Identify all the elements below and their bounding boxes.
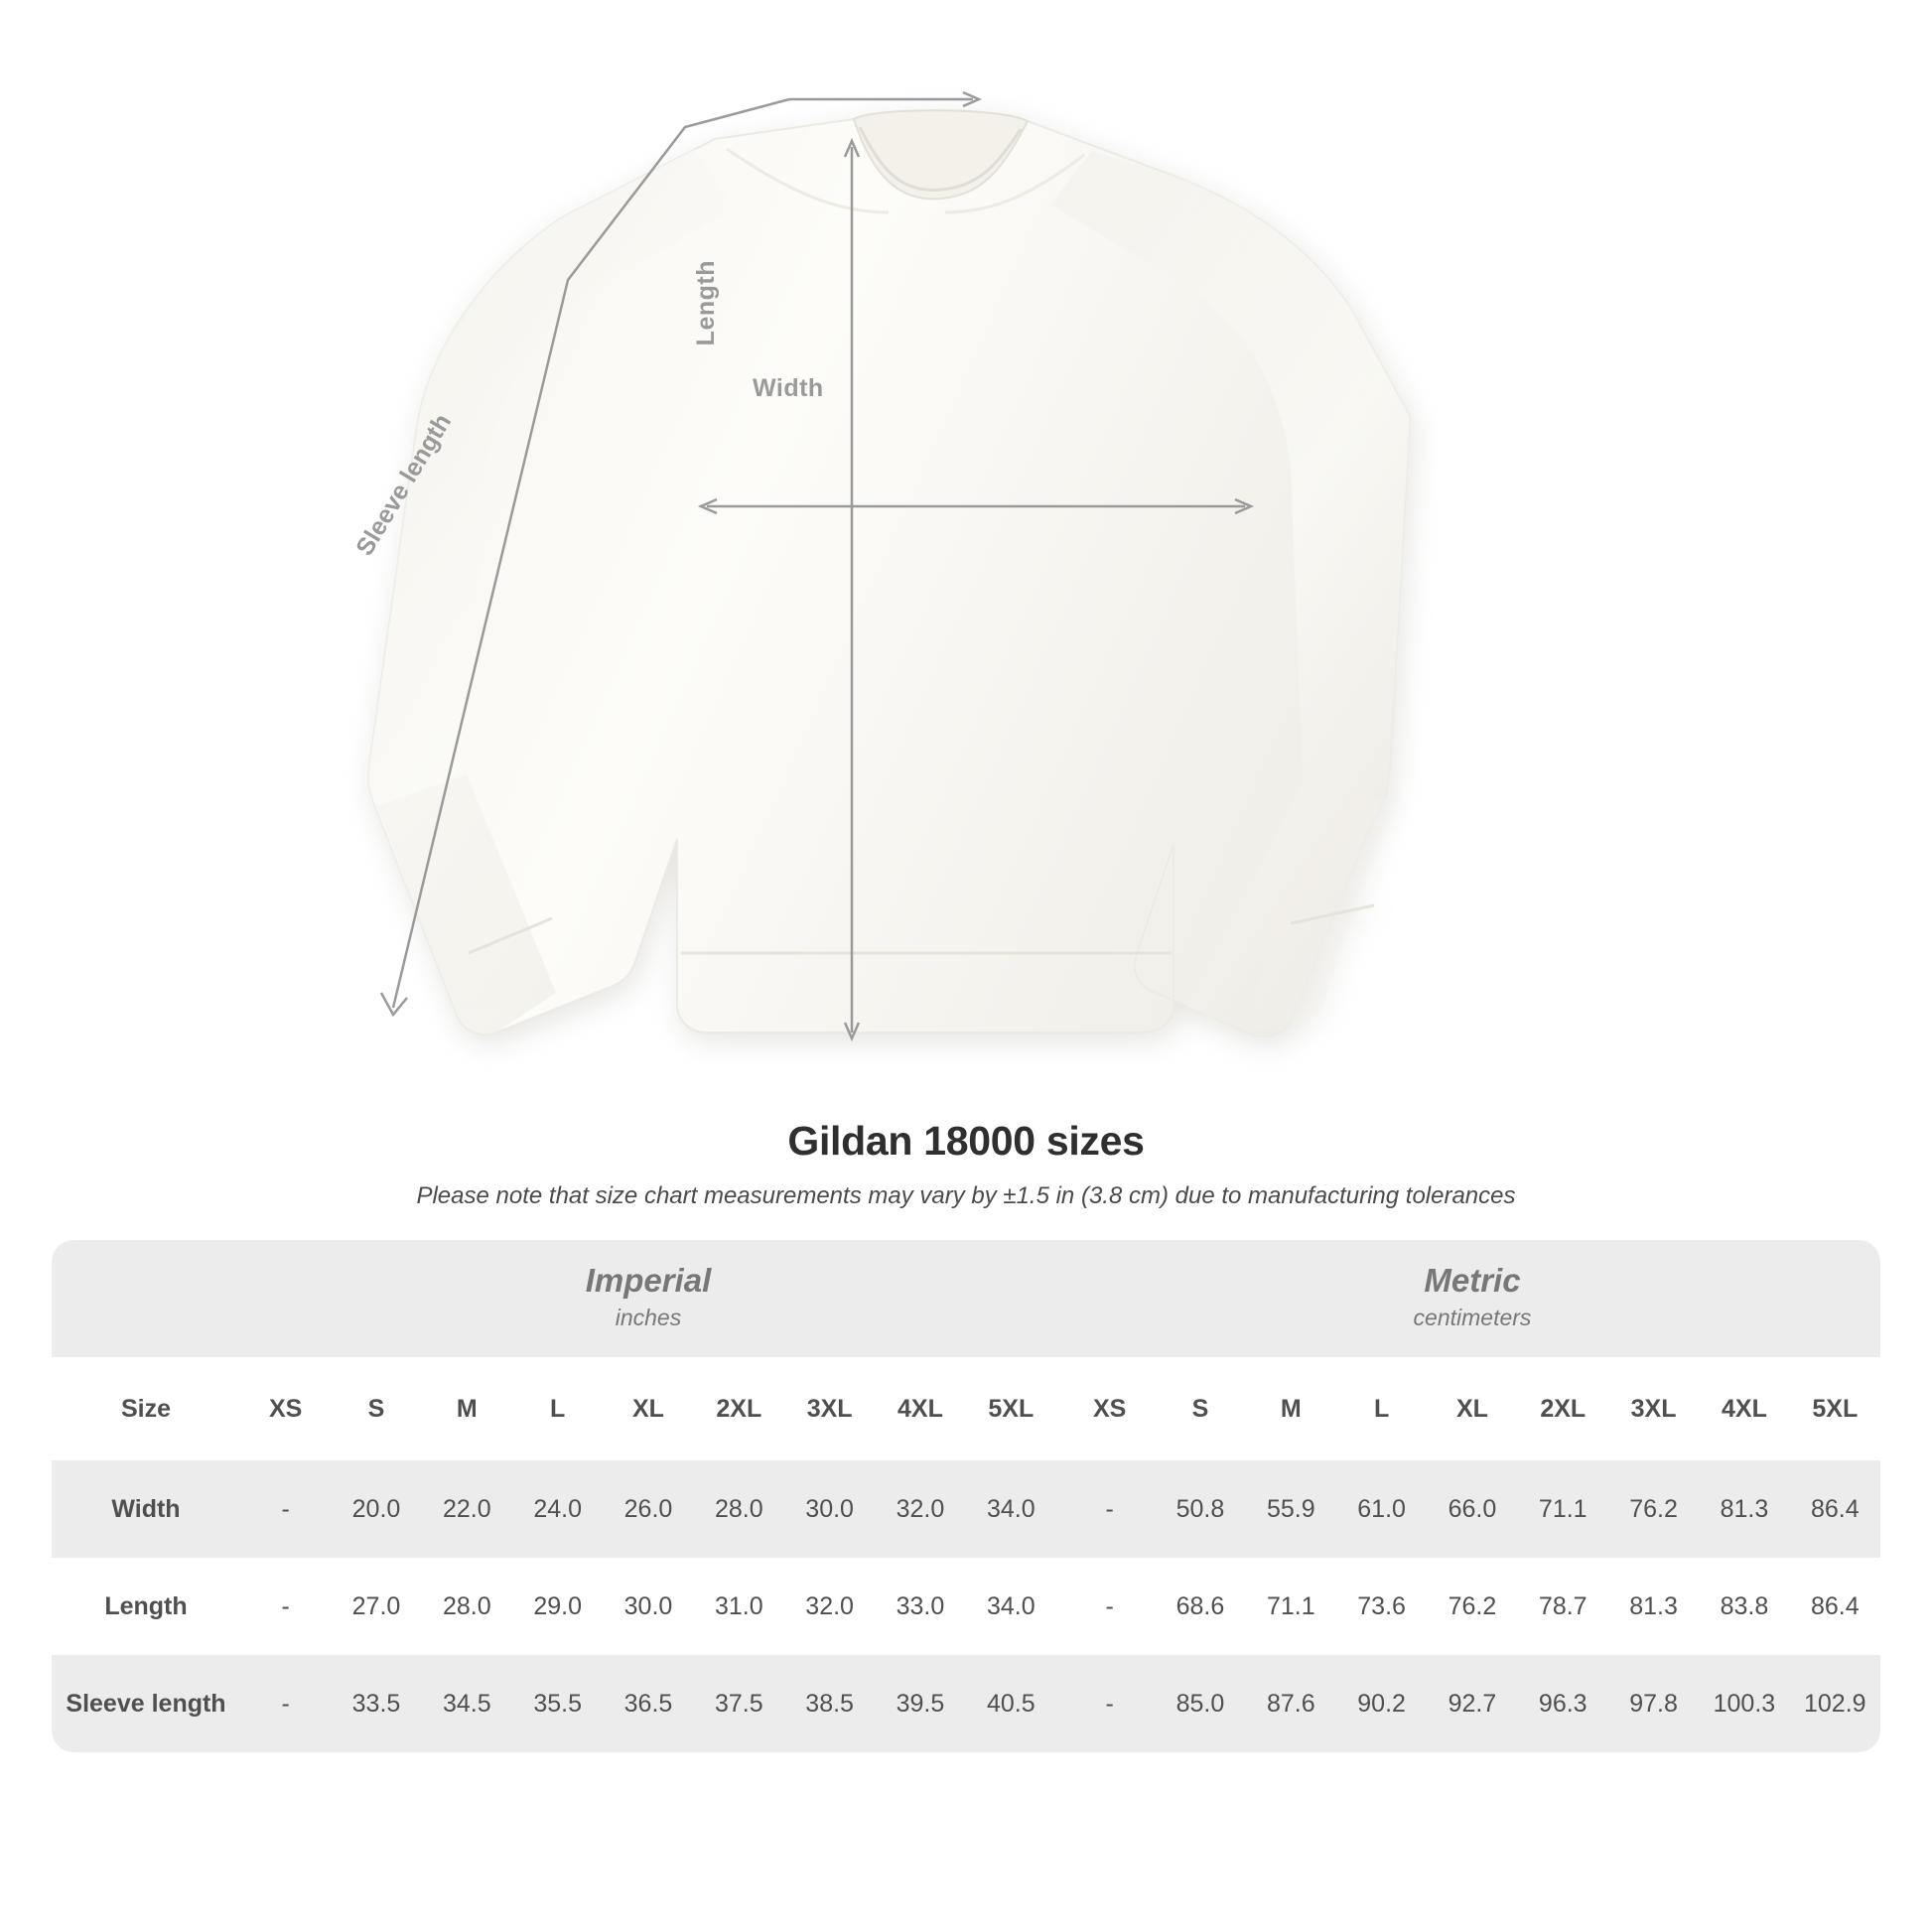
size-header-metric-xl: XL xyxy=(1427,1357,1517,1460)
cell-imperial: 24.0 xyxy=(512,1460,603,1558)
cell-imperial: 26.0 xyxy=(603,1460,693,1558)
metric-title: Metric xyxy=(1424,1261,1521,1299)
size-table xyxy=(52,1240,1880,1752)
cell-metric: 83.8 xyxy=(1699,1558,1789,1655)
width-label: Width xyxy=(753,374,824,402)
size-header-imperial-m: M xyxy=(422,1357,512,1460)
cell-imperial: 32.0 xyxy=(784,1558,875,1655)
size-header-metric-4xl: 4XL xyxy=(1699,1357,1789,1460)
cell-metric: 55.9 xyxy=(1246,1460,1336,1558)
size-header-metric-3xl: 3XL xyxy=(1608,1357,1699,1460)
tolerance-note: Please note that size chart measurements may vary by ±1.5 in (3.8 cm) due to manufacturing tolerances xyxy=(416,1182,1516,1209)
cell-imperial: 30.0 xyxy=(784,1460,875,1558)
cell-metric: 102.9 xyxy=(1790,1655,1880,1752)
cell-imperial: 29.0 xyxy=(512,1558,603,1655)
cell-metric: 81.3 xyxy=(1608,1558,1699,1655)
cell-imperial: 39.5 xyxy=(875,1655,965,1752)
imperial-sub: inches xyxy=(615,1304,682,1330)
cell-metric: 92.7 xyxy=(1427,1655,1517,1752)
table-row xyxy=(52,1655,1880,1752)
cell-metric: 71.1 xyxy=(1518,1460,1608,1558)
unit-divider xyxy=(1056,1240,1064,1357)
row-divider xyxy=(1056,1558,1064,1655)
row-label-sleeve-length: Sleeve length xyxy=(52,1655,240,1752)
imperial-unit-cell xyxy=(240,1240,1056,1357)
cell-imperial: 27.0 xyxy=(331,1558,421,1655)
cell-imperial: 33.5 xyxy=(331,1655,421,1752)
size-header-imperial-4xl: 4XL xyxy=(875,1357,965,1460)
header-divider xyxy=(1056,1357,1064,1460)
cell-imperial: 33.0 xyxy=(875,1558,965,1655)
unit-header-row xyxy=(52,1240,1880,1357)
size-header-label: Size xyxy=(52,1357,240,1460)
row-divider xyxy=(1056,1460,1064,1558)
imperial-title: Imperial xyxy=(585,1261,712,1299)
table-row xyxy=(52,1558,1880,1655)
cell-imperial: 34.0 xyxy=(966,1558,1056,1655)
title-block xyxy=(0,1118,1932,1210)
size-header-imperial-3xl: 3XL xyxy=(784,1357,875,1460)
cell-metric: 81.3 xyxy=(1699,1460,1789,1558)
cell-metric: - xyxy=(1064,1558,1155,1655)
table-row xyxy=(52,1460,1880,1558)
cell-metric: 78.7 xyxy=(1518,1558,1608,1655)
cell-metric: 61.0 xyxy=(1336,1460,1427,1558)
cell-imperial: 28.0 xyxy=(422,1558,512,1655)
sleeve-length-label-wrap xyxy=(350,402,458,561)
cell-imperial: 22.0 xyxy=(422,1460,512,1558)
cell-metric: - xyxy=(1064,1655,1155,1752)
cell-metric: 86.4 xyxy=(1790,1558,1880,1655)
cell-imperial: 31.0 xyxy=(694,1558,784,1655)
cell-metric: 96.3 xyxy=(1518,1655,1608,1752)
row-label-width: Width xyxy=(52,1460,240,1558)
cell-metric: - xyxy=(1064,1460,1155,1558)
cell-imperial: 35.5 xyxy=(512,1655,603,1752)
row-divider xyxy=(1056,1655,1064,1752)
sleeve-length-label: Sleeve length xyxy=(350,409,458,561)
cell-metric: 90.2 xyxy=(1336,1655,1427,1752)
size-table-wrap xyxy=(52,1240,1880,1752)
size-header-imperial-s: S xyxy=(331,1357,421,1460)
size-header-imperial-l: L xyxy=(512,1357,603,1460)
cell-imperial: 37.5 xyxy=(694,1655,784,1752)
metric-sub: centimeters xyxy=(1413,1304,1532,1330)
size-header-imperial-2xl: 2XL xyxy=(694,1357,784,1460)
size-header-metric-s: S xyxy=(1155,1357,1245,1460)
cell-imperial: 38.5 xyxy=(784,1655,875,1752)
size-header-imperial-xs: XS xyxy=(240,1357,331,1460)
cell-metric: 85.0 xyxy=(1155,1655,1245,1752)
row-label-length: Length xyxy=(52,1558,240,1655)
size-header-metric-m: M xyxy=(1246,1357,1336,1460)
cell-metric: 87.6 xyxy=(1246,1655,1336,1752)
size-header-imperial-xl: XL xyxy=(603,1357,693,1460)
cell-metric: 76.2 xyxy=(1608,1460,1699,1558)
length-label: Length xyxy=(692,260,720,346)
size-header-row xyxy=(52,1357,1880,1460)
cell-metric: 76.2 xyxy=(1427,1558,1517,1655)
page-title: Gildan 18000 sizes xyxy=(787,1118,1145,1164)
cell-metric: 50.8 xyxy=(1155,1460,1245,1558)
metric-unit-cell xyxy=(1064,1240,1880,1357)
cell-metric: 73.6 xyxy=(1336,1558,1427,1655)
cell-imperial: 28.0 xyxy=(694,1460,784,1558)
size-header-imperial-5xl: 5XL xyxy=(966,1357,1056,1460)
cell-imperial: 36.5 xyxy=(603,1655,693,1752)
unit-spacer xyxy=(52,1240,240,1357)
cell-imperial: 20.0 xyxy=(331,1460,421,1558)
cell-imperial: 40.5 xyxy=(966,1655,1056,1752)
cell-metric: 86.4 xyxy=(1790,1460,1880,1558)
cell-metric: 97.8 xyxy=(1608,1655,1699,1752)
cell-imperial: 34.0 xyxy=(966,1460,1056,1558)
cell-imperial: - xyxy=(240,1558,331,1655)
cell-metric: 100.3 xyxy=(1699,1655,1789,1752)
cell-metric: 66.0 xyxy=(1427,1460,1517,1558)
cell-metric: 68.6 xyxy=(1155,1558,1245,1655)
size-header-metric-l: L xyxy=(1336,1357,1427,1460)
size-header-metric-2xl: 2XL xyxy=(1518,1357,1608,1460)
size-header-metric-xs: XS xyxy=(1064,1357,1155,1460)
cell-imperial: - xyxy=(240,1460,331,1558)
cell-imperial: 30.0 xyxy=(603,1558,693,1655)
cell-metric: 71.1 xyxy=(1246,1558,1336,1655)
cell-imperial: - xyxy=(240,1655,331,1752)
cell-imperial: 32.0 xyxy=(875,1460,965,1558)
cell-imperial: 34.5 xyxy=(422,1655,512,1752)
size-header-metric-5xl: 5XL xyxy=(1790,1357,1880,1460)
